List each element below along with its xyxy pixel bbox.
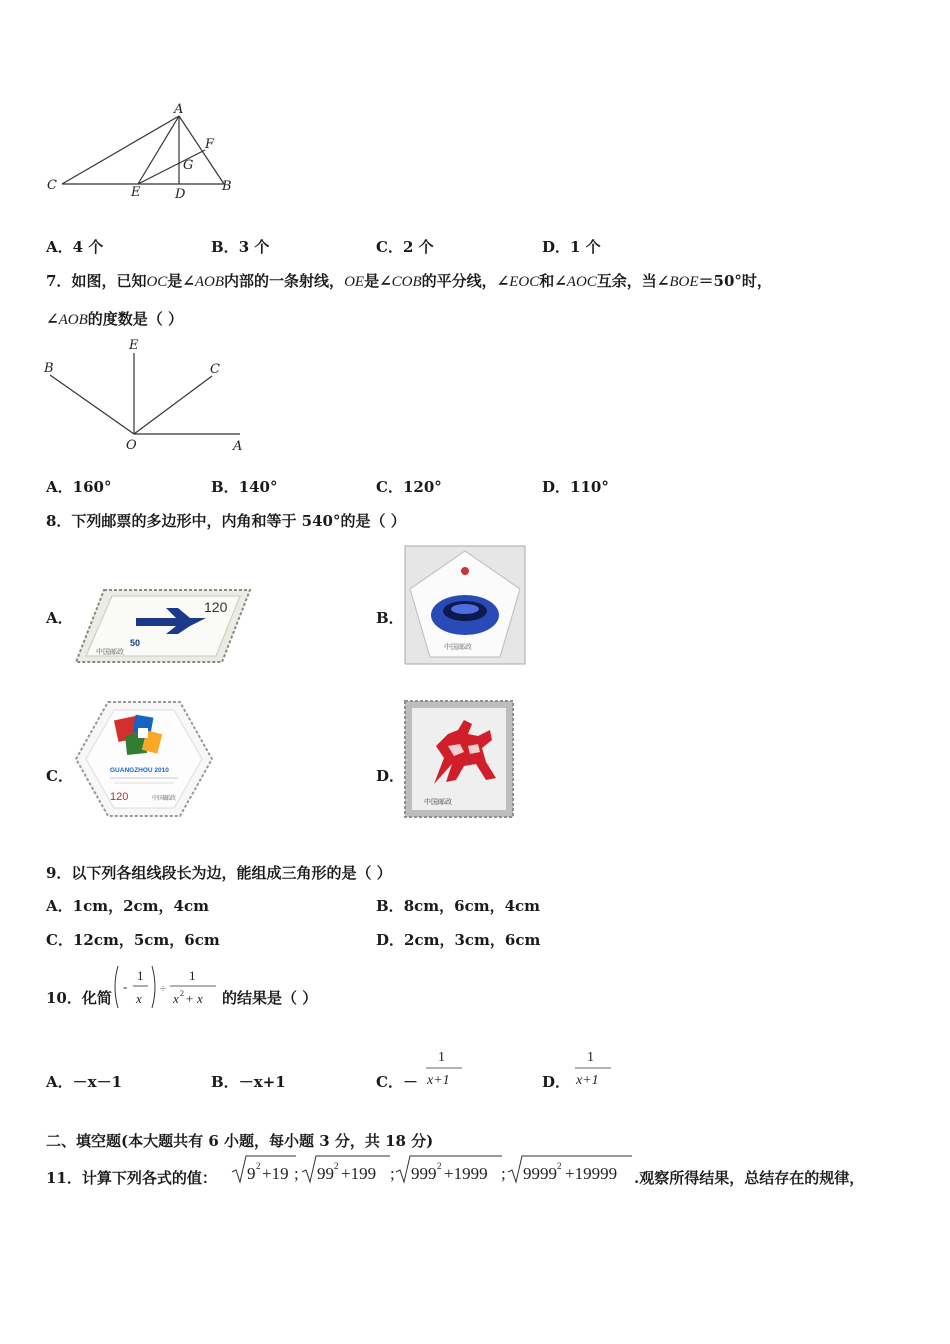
q10-option-a[interactable]: A．－x－1 [46,1073,123,1091]
q8-question: 8．下列邮票的多边形中，内角和等于 540°的是（ ） [46,512,406,530]
q10-option-c-fraction [424,1046,464,1090]
svg-text:+1999: +1999 [444,1164,488,1183]
svg-text:;: ; [501,1164,506,1183]
label-C: C [47,178,57,193]
svg-text:÷: ÷ [160,983,167,995]
svg-text:;: ; [294,1164,299,1183]
q9-option-d[interactable]: D．2cm，3cm，6cm [376,931,541,949]
label-O: O [126,438,137,453]
label-C: C [210,362,220,377]
section-title: 二、填空题(本大题共有 6 小题，每小题 3 分，共 18 分) [46,1132,434,1150]
q6-option-a[interactable]: A．4 个 [46,238,104,256]
q10-option-d-fraction [573,1046,613,1090]
svg-text:x: x [173,991,179,1006]
svg-text:2: 2 [180,989,184,998]
svg-text:120: 120 [110,791,129,803]
q10-option-d[interactable]: D． [542,1073,571,1091]
svg-text:+ x: + x [185,991,203,1006]
stamp-square[interactable] [404,700,514,818]
svg-text:2: 2 [557,1161,562,1171]
svg-text:1: 1 [189,968,196,983]
q10-prefix: 10．化简 [46,989,112,1007]
svg-text:x: x [136,991,142,1006]
q8-option-c-label[interactable]: C． [46,767,73,785]
svg-text:1: 1 [587,1050,594,1065]
q9-question: 9．以下列各组线段长为边，能组成三角形的是（ ） [46,864,392,882]
q7-option-d[interactable]: D．110° [542,478,609,496]
svg-text:x+1: x+1 [427,1073,450,1088]
svg-text:+199: +199 [341,1164,377,1183]
svg-text:中国邮政: 中国邮政 [152,795,177,802]
svg-text:1: 1 [438,1050,445,1065]
stamp-pentagon[interactable] [404,545,526,665]
triangle-figure [42,100,252,210]
q10-expression [112,962,222,1012]
q10-option-b[interactable]: B．－x+1 [211,1073,286,1091]
svg-text:中国邮政: 中国邮政 [444,643,472,651]
svg-text:2: 2 [437,1161,442,1171]
q11-roots [230,1152,635,1188]
svg-text:+19999: +19999 [565,1164,618,1183]
svg-text:+19: +19 [262,1164,289,1183]
label-B: B [44,361,54,376]
svg-text:50: 50 [130,638,141,648]
label-E: E [129,338,139,353]
q8-option-a-label[interactable]: A． [46,609,73,627]
q7-option-c[interactable]: C．120° [376,478,442,496]
q9-option-a[interactable]: A．1cm，2cm，4cm [46,897,209,915]
svg-text:;: ; [390,1164,395,1183]
svg-text:2: 2 [334,1161,339,1171]
svg-text:中国邮政: 中国邮政 [424,798,452,806]
q6-option-d[interactable]: D．1 个 [542,238,601,256]
q6-option-b[interactable]: B．3 个 [211,238,270,256]
svg-text:GUANGZHOU 2010: GUANGZHOU 2010 [110,767,169,774]
label-B: B [222,179,232,194]
label-F: F [205,137,215,152]
q10-option-c[interactable]: C．－ [376,1073,418,1091]
q6-option-c[interactable]: C．2 个 [376,238,434,256]
stamp-hexagon[interactable] [74,700,214,818]
q7-question-line1: 7．如图，已知OC是∠AOB内部的一条射线，OE是∠COB的平分线，∠EOC和∠AOC互余，当∠BOE＝50°时， [46,272,772,290]
q11-prefix: 11．计算下列各式的值： [46,1169,217,1187]
stamp-parallelogram[interactable] [74,588,252,664]
label-A: A [233,439,243,454]
q9-option-b[interactable]: B．8cm，6cm，4cm [376,897,541,915]
svg-text:999: 999 [411,1164,437,1183]
label-A: A [174,102,184,117]
svg-text:2: 2 [256,1161,261,1171]
q7-option-a[interactable]: A．160° [46,478,112,496]
label-G: G [183,158,194,173]
svg-text:x+1: x+1 [576,1073,599,1088]
q10-suffix: 的结果是（ ） [222,989,318,1007]
svg-text:9: 9 [247,1164,256,1183]
q8-option-d-label[interactable]: D． [376,767,405,785]
angle-figure [40,333,260,458]
svg-text:中国邮政: 中国邮政 [96,648,124,656]
q7-question-line2: ∠AOB的度数是（ ） [46,310,183,328]
svg-text:99: 99 [317,1164,334,1183]
svg-text:120: 120 [204,599,228,615]
q7-option-b[interactable]: B．140° [211,478,278,496]
q8-option-b-label[interactable]: B． [376,609,404,627]
svg-text:9999: 9999 [523,1164,557,1183]
q11-suffix: .观察所得结果，总结存在的规律， [634,1169,865,1187]
q9-option-c[interactable]: C．12cm，5cm，6cm [46,931,220,949]
svg-text:1: 1 [137,968,144,983]
svg-text:-: - [123,979,128,994]
label-E: E [131,185,141,200]
label-D: D [175,187,186,202]
